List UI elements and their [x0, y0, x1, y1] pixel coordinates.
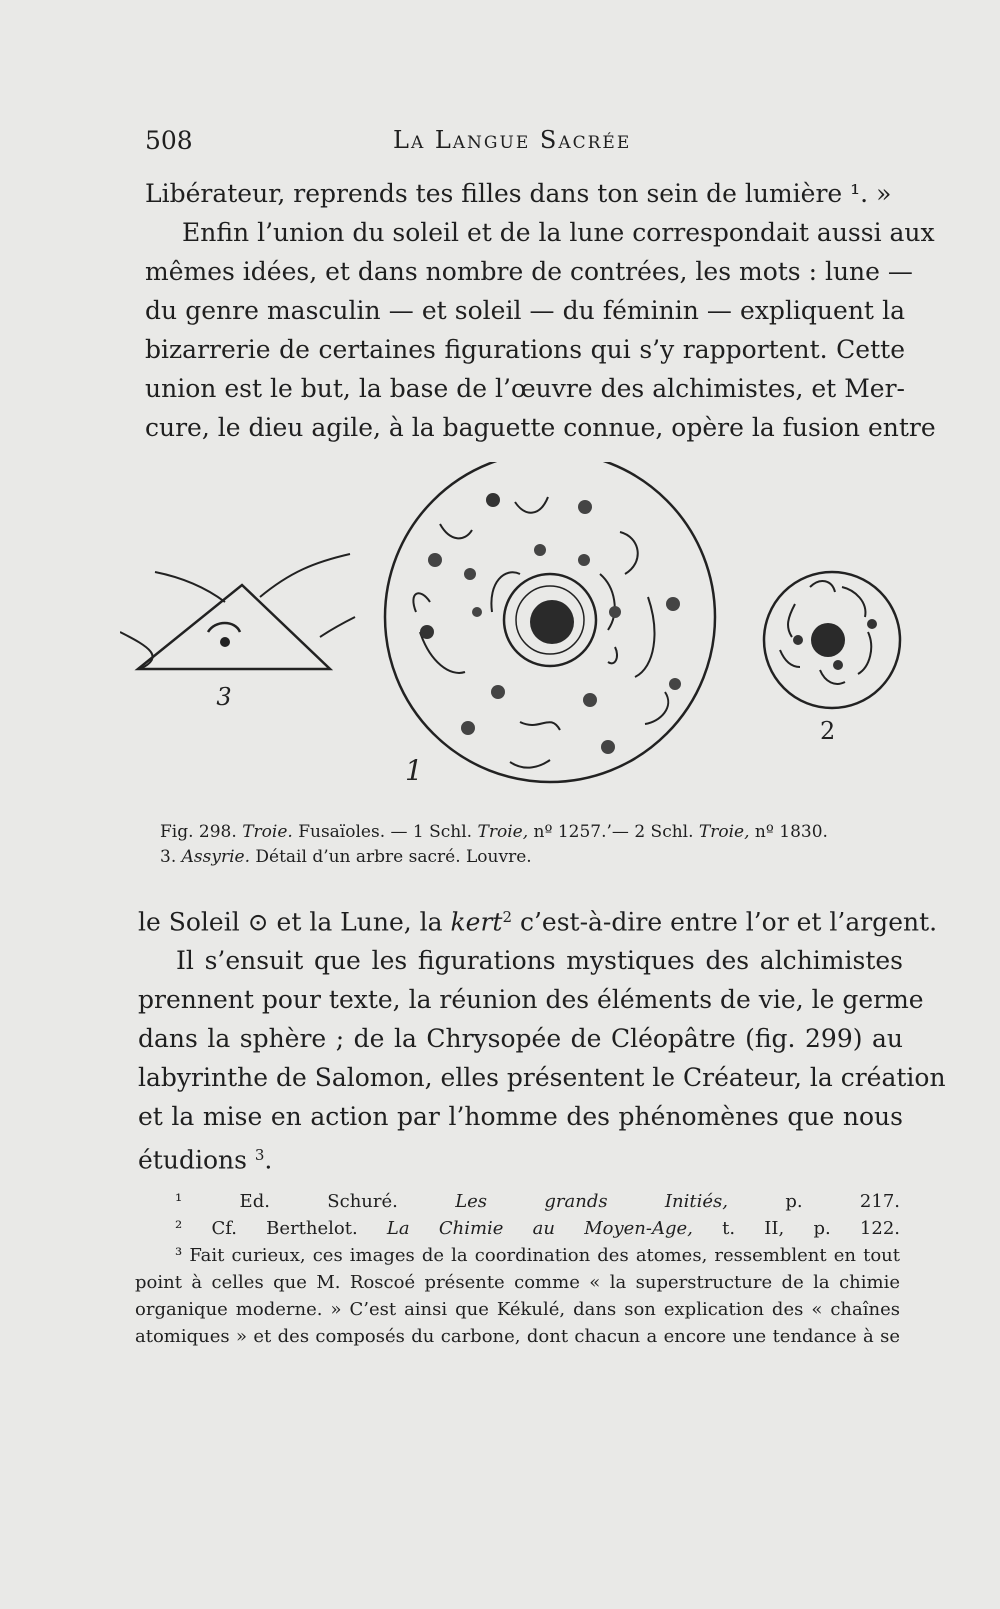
- caption-line-1: [160, 820, 880, 845]
- large-disc-label: 1: [405, 754, 423, 787]
- bottom-paragraph: [138, 898, 946, 1180]
- text-line: et la mise en action par l’homme des phénomènes que nous: [138, 1102, 903, 1132]
- footnote-3-line: organique moderne. » C’est ainsi que Kékulé, dans son explication des « chaînes: [135, 1299, 900, 1320]
- caption-text: nº 1830.: [749, 822, 828, 842]
- caption-italic: Troie.: [242, 822, 293, 842]
- footnote-mark: ¹: [175, 1191, 183, 1212]
- text-line: cure, le dieu agile, à la baguette connue, opère la fusion entre: [145, 413, 936, 442]
- large-spindle-whorl: [385, 462, 715, 782]
- text-line: bizarrerie de certaines figurations qui s’y rapportent. Cette: [145, 335, 905, 364]
- caption-text: Détail d’un arbre sacré. Louvre.: [249, 847, 532, 867]
- text-segment: c’est-à-dire entre l’or et l’argent.: [512, 907, 938, 937]
- footnote-text: t. II, p. 122.: [692, 1218, 900, 1239]
- figure-298-illustration: [120, 462, 920, 822]
- text-line: union est le but, la base de l’œuvre des alchimistes, et Mer-: [145, 374, 905, 403]
- small-spindle-whorl: [764, 572, 900, 708]
- footnote-3-line: ³ Fait curieux, ces images de la coordination des atomes, ressemblent en tout: [175, 1245, 900, 1266]
- footnote-1: [135, 1188, 900, 1215]
- page-number: 508: [145, 126, 193, 155]
- caption-italic: Troie,: [477, 822, 529, 842]
- caption-italic: Assyrie.: [181, 847, 250, 867]
- text-line: Enfin l’union du soleil et de la lune correspondait aussi aux: [182, 218, 935, 247]
- text-line: [138, 898, 938, 941]
- triangle-motif: [120, 554, 355, 669]
- small-disc-label: 2: [820, 717, 836, 745]
- footnote-mark: ²: [175, 1218, 183, 1239]
- footnote-3-line: atomiques » et des composés du carbone, dont chacun a encore une tendance à se: [135, 1326, 900, 1347]
- caption-line-2: [160, 845, 880, 870]
- text-line: [138, 1136, 903, 1179]
- text-line: du genre masculin — et soleil — du féminin — expliquent la: [145, 296, 905, 325]
- text-line: Libérateur, reprends tes filles dans ton sein de lumière ¹. »: [145, 179, 892, 208]
- footnote-text: p. 217.: [728, 1191, 901, 1212]
- text-line: prennent pour texte, la réunion des éléments de vie, le germe: [138, 985, 924, 1015]
- text-line: labyrinthe de Salomon, elles présentent le Créateur, la création: [138, 1063, 946, 1093]
- text-line: dans la sphère ; de la Chrysopée de Cléopâtre (fig. 299) au: [138, 1024, 903, 1054]
- caption-text: nº 1257.’— 2 Schl.: [528, 822, 699, 842]
- text-segment: étudions: [138, 1145, 255, 1175]
- triangle-label: 3: [216, 683, 232, 711]
- top-paragraph: [145, 174, 936, 447]
- footnote-ref: 2: [502, 908, 513, 926]
- footnote-2: [135, 1215, 900, 1242]
- text-segment: le Soleil ⊙ et la Lune, la: [138, 907, 451, 937]
- footnote-italic: La Chimie au Moyen-Age,: [386, 1218, 693, 1239]
- footnote-italic: Les grands Initiés,: [455, 1191, 728, 1212]
- text-line: mêmes idées, et dans nombre de contrées, les mots : lune —: [145, 257, 913, 286]
- footnote-text: Cf. Berthelot.: [182, 1218, 387, 1239]
- caption-italic: Troie,: [698, 822, 750, 842]
- text-line: Il s’ensuit que les figurations mystiques des alchimistes: [176, 946, 903, 976]
- text-segment: .: [264, 1145, 273, 1175]
- footnote-text: Ed. Schuré.: [182, 1191, 456, 1212]
- footnote-ref: 3: [254, 1146, 265, 1165]
- italic-word: kert: [450, 907, 503, 937]
- page-header: [145, 126, 905, 166]
- caption-text: Fusaïoles. — 1 Schl.: [292, 822, 478, 842]
- caption-text: 3.: [160, 847, 182, 867]
- running-title: La Langue Sacrée: [393, 126, 632, 154]
- footnote-3-line: point à celles que M. Roscoé présente comme « la superstructure de la chimie: [135, 1272, 900, 1293]
- figure-caption: [160, 820, 880, 870]
- caption-fig-number: Fig. 298.: [160, 822, 237, 842]
- footnotes: [135, 1188, 900, 1350]
